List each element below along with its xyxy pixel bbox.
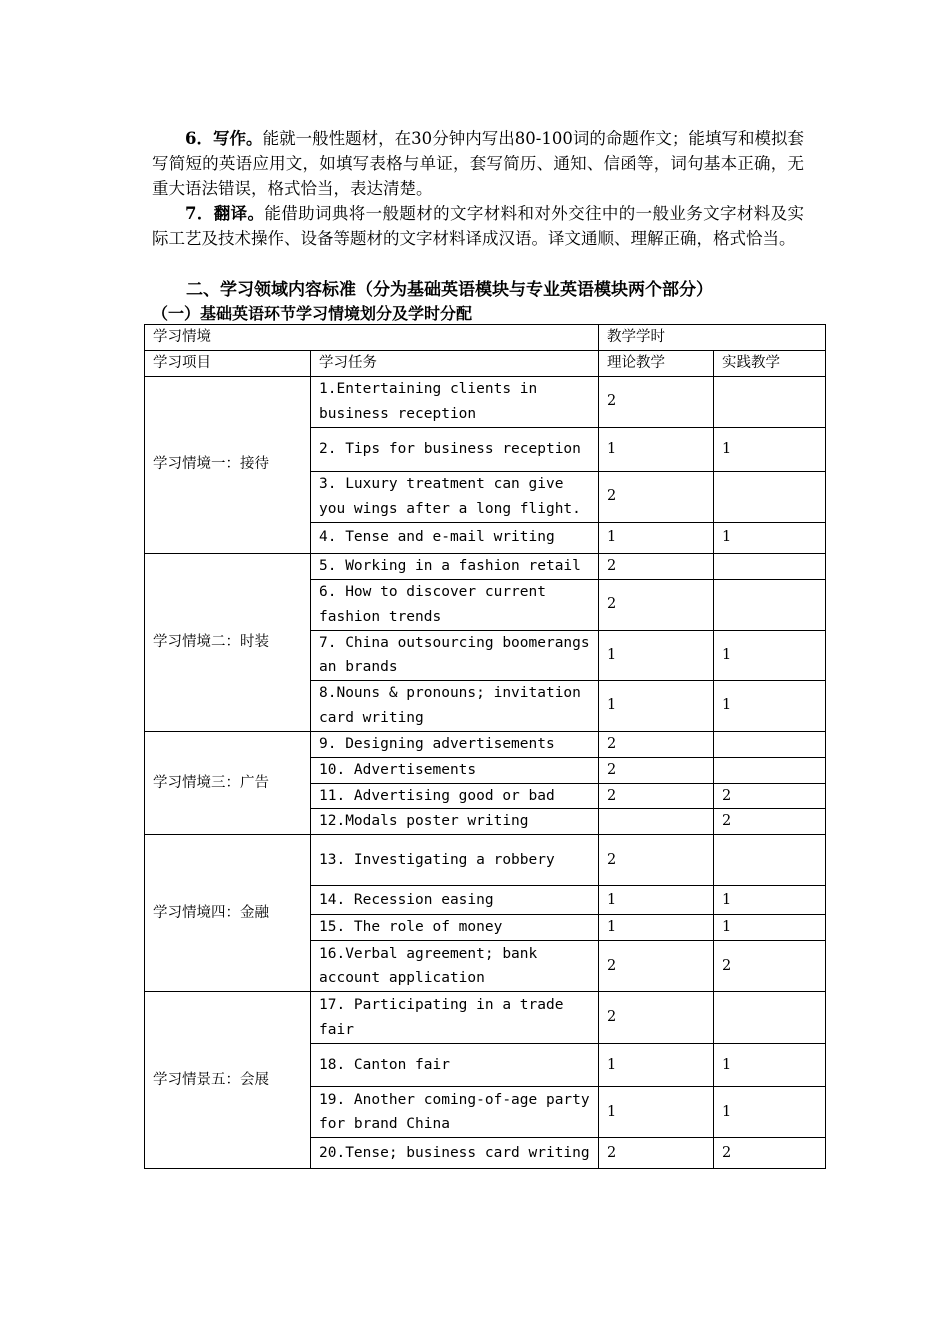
situation-name: 学习情境三：广告 — [145, 731, 311, 835]
practice-hours — [714, 376, 826, 427]
theory-hours: 1 — [599, 522, 714, 553]
theory-hours: 2 — [599, 783, 714, 809]
table-row — [145, 835, 826, 886]
header-theory: 理论教学 — [599, 350, 714, 376]
task-cell: 5. Working in a fashion retail — [311, 553, 599, 579]
task-cell: 2. Tips for business reception — [311, 427, 599, 471]
header-hours: 教学学时 — [599, 325, 826, 351]
theory-hours: 2 — [599, 731, 714, 757]
theory-hours: 2 — [599, 553, 714, 579]
situation-name: 学习情境一：接待 — [145, 376, 311, 553]
header-row — [145, 350, 826, 376]
header-practice: 实践教学 — [714, 350, 826, 376]
task-cell: 19. Another coming-of-age party for brand China — [311, 1087, 599, 1138]
header-row — [145, 325, 826, 351]
practice-hours: 2 — [714, 1138, 826, 1169]
header-task: 学习任务 — [311, 350, 599, 376]
practice-hours — [714, 579, 826, 630]
table-row — [145, 992, 826, 1044]
theory-hours: 1 — [599, 680, 714, 731]
practice-hours — [714, 992, 826, 1044]
header-situation: 学习情境 — [145, 325, 599, 351]
practice-hours — [714, 553, 826, 579]
practice-hours: 1 — [714, 915, 826, 941]
task-cell: 3. Luxury treatment can give you wings after a long flight. — [311, 471, 599, 522]
situation-name: 学习情境四：金融 — [145, 835, 311, 992]
paragraph-writing — [152, 126, 804, 201]
theory-hours: 2 — [599, 579, 714, 630]
task-cell: 12.Modals poster writing — [311, 809, 599, 835]
subsection-heading: （一）基础英语环节学习情境划分及学时分配 — [152, 304, 473, 323]
task-cell: 6. How to discover current fashion trends — [311, 579, 599, 630]
practice-hours: 2 — [714, 941, 826, 992]
schedule-table — [144, 324, 826, 1169]
practice-hours: 2 — [714, 809, 826, 835]
theory-hours: 1 — [599, 427, 714, 471]
paragraph-label: 6．写作。 — [185, 129, 263, 148]
task-cell: 18. Canton fair — [311, 1044, 599, 1087]
theory-hours: 2 — [599, 992, 714, 1044]
section-heading: 二、学习领域内容标准（分为基础英语模块与专业英语模块两个部分） — [186, 280, 713, 300]
theory-hours: 2 — [599, 471, 714, 522]
task-cell: 1.Entertaining clients in business reception — [311, 376, 599, 427]
theory-hours: 1 — [599, 886, 714, 915]
theory-hours: 2 — [599, 376, 714, 427]
theory-hours: 2 — [599, 1138, 714, 1169]
practice-hours — [714, 731, 826, 757]
task-cell: 10. Advertisements — [311, 757, 599, 783]
practice-hours: 2 — [714, 783, 826, 809]
practice-hours: 1 — [714, 680, 826, 731]
task-cell: 4. Tense and e-mail writing — [311, 522, 599, 553]
practice-hours — [714, 835, 826, 886]
practice-hours — [714, 471, 826, 522]
task-cell: 16.Verbal agreement; bank account application — [311, 941, 599, 992]
task-cell: 9. Designing advertisements — [311, 731, 599, 757]
theory-hours: 1 — [599, 630, 714, 680]
task-cell: 17. Participating in a trade fair — [311, 992, 599, 1044]
paragraph-label: 7．翻译。 — [185, 204, 265, 223]
theory-hours: 1 — [599, 915, 714, 941]
task-cell: 15. The role of money — [311, 915, 599, 941]
theory-hours: 1 — [599, 1044, 714, 1087]
practice-hours: 1 — [714, 1044, 826, 1087]
theory-hours: 2 — [599, 835, 714, 886]
practice-hours: 1 — [714, 630, 826, 680]
theory-hours: 1 — [599, 1087, 714, 1138]
practice-hours: 1 — [714, 427, 826, 471]
task-cell: 7. China outsourcing boomerangs an brands — [311, 630, 599, 680]
table-row — [145, 553, 826, 579]
paragraph-translation — [152, 201, 804, 251]
practice-hours: 1 — [714, 1087, 826, 1138]
task-cell: 20.Tense; business card writing — [311, 1138, 599, 1169]
task-cell: 14. Recession easing — [311, 886, 599, 915]
task-cell: 8.Nouns & pronouns; invitation card writing — [311, 680, 599, 731]
paragraph-text: 能就一般性题材，在30分钟内写出80-100词的命题作文；能填写和模拟套写简短的英语应用文，如填写表格与单证，套写简历、通知、信函等，词句基本正确，无重大语法错误，格式恰当，表达清楚。 — [152, 129, 805, 198]
table-row — [145, 731, 826, 757]
theory-hours: 2 — [599, 941, 714, 992]
theory-hours — [599, 809, 714, 835]
table-row — [145, 376, 826, 427]
theory-hours: 2 — [599, 757, 714, 783]
practice-hours: 1 — [714, 522, 826, 553]
practice-hours: 1 — [714, 886, 826, 915]
situation-name: 学习情景五：会展 — [145, 992, 311, 1169]
situation-name: 学习情境二：时装 — [145, 553, 311, 731]
task-cell: 13. Investigating a robbery — [311, 835, 599, 886]
paragraph-text: 能借助词典将一般题材的文字材料和对外交往中的一般业务文字材料及实际工艺及技术操作、设备等题材的文字材料译成汉语。译文通顺、理解正确，格式恰当。 — [152, 204, 804, 248]
header-project: 学习项目 — [145, 350, 311, 376]
practice-hours — [714, 757, 826, 783]
task-cell: 11. Advertising good or bad — [311, 783, 599, 809]
